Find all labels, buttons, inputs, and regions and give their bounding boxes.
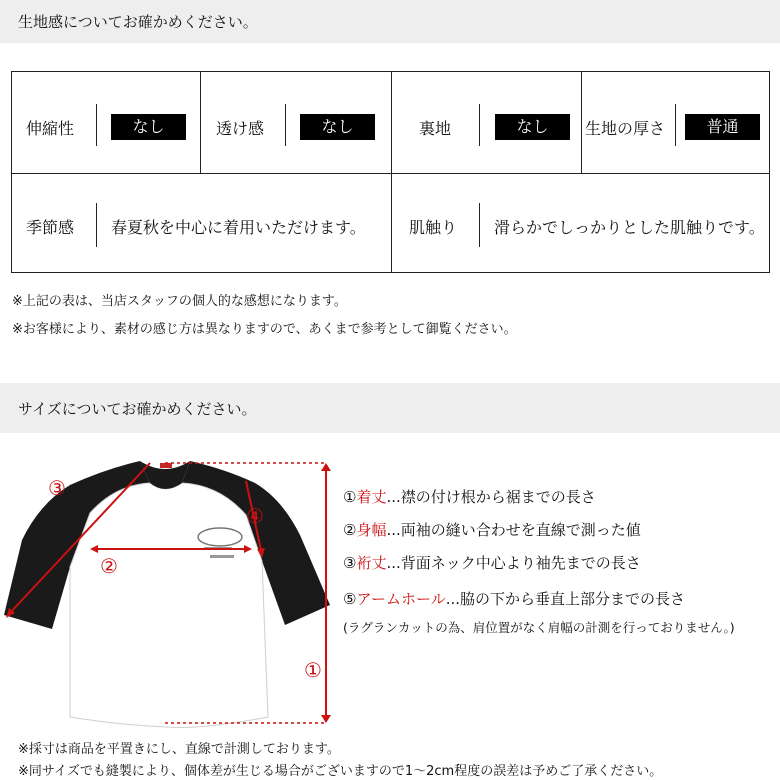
thickness-label: 生地の厚さ (585, 119, 666, 138)
size-note-1: ※採寸は商品を平置きにし、直線で計測しております。 (18, 742, 340, 757)
divider (675, 104, 676, 146)
size-section-title: サイズについてお確かめください。 (18, 400, 257, 418)
shirt-body (70, 483, 268, 728)
size-def-width: ②身幅...両袖の縫い合わせを直線で測った値 (343, 521, 641, 539)
divider (479, 104, 480, 146)
touch-label: 肌触り (409, 218, 458, 237)
stretch-label: 伸縮性 (26, 119, 75, 138)
divider (96, 203, 97, 247)
marker-4: ④ (246, 504, 264, 528)
season-label: 季節感 (26, 218, 75, 237)
raglan-note: (ラグランカットの為、肩位置がなく肩幅の計測を行っておりません。) (343, 620, 735, 635)
season-cell (12, 173, 391, 272)
fabric-table (11, 71, 770, 273)
fabric-section-header (0, 0, 780, 43)
divider (96, 104, 97, 146)
shirt-illustration (0, 455, 340, 730)
fabric-row-1 (12, 72, 769, 174)
size-section-header (0, 383, 780, 433)
touch-cell (392, 173, 769, 272)
lining-cell (392, 72, 582, 173)
divider (479, 203, 480, 247)
stretch-cell (12, 72, 202, 173)
marker-1: ① (304, 658, 322, 682)
size-def-sleeve: ③裄丈...背面ネック中心より袖先までの長さ (343, 554, 641, 572)
stretch-value-badge: なし (111, 114, 186, 140)
sheer-cell (201, 72, 391, 173)
marker-2: ② (100, 554, 118, 578)
thickness-value-badge: 普通 (685, 114, 760, 140)
fabric-note-1: ※上記の表は、当店スタッフの個人的な感想になります。 (12, 294, 347, 309)
thickness-cell (582, 72, 769, 173)
chest-print-lines (210, 555, 234, 558)
fabric-row-2 (12, 173, 769, 272)
sheer-label: 透け感 (216, 119, 265, 138)
lining-label: 裏地 (419, 119, 452, 138)
sheer-value-badge: なし (300, 114, 375, 140)
season-value: 春夏秋を中心に着用いただけます。 (111, 218, 366, 237)
fabric-note-2: ※お客様により、素材の感じ方は異なりますので、あくまで参考として御覧ください。 (12, 322, 517, 337)
size-def-length: ①着丈...襟の付け根から裾までの長さ (343, 488, 596, 506)
marker-3: ③ (48, 476, 66, 500)
divider (285, 104, 286, 146)
size-def-armhole: ⑤アームホール...脇の下から垂直上部分までの長さ (343, 590, 686, 608)
lining-value-badge: なし (495, 114, 570, 140)
fabric-section-title: 生地感についてお確かめください。 (18, 13, 258, 31)
touch-value: 滑らかでしっかりとした肌触りです。 (494, 218, 765, 237)
size-note-2: ※同サイズでも縫製により、個体差が生じる場合がございますので1〜2cm程度の誤差は予めご了承ください。 (18, 764, 663, 779)
